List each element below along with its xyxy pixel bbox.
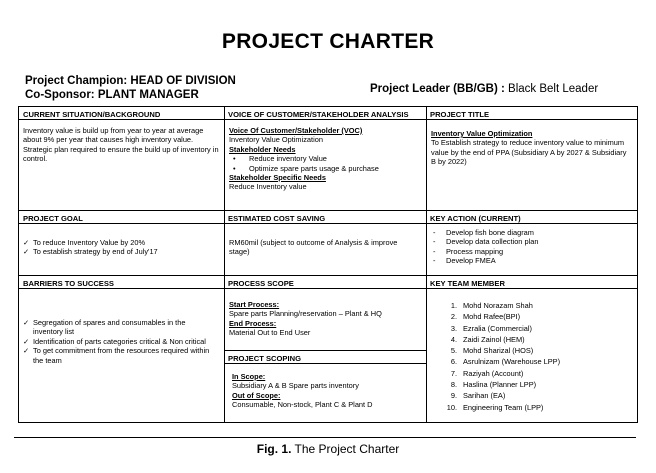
stakeholder-needs-label: Stakeholder Needs <box>229 144 296 154</box>
process-scope-header: PROCESS SCOPE <box>224 276 426 289</box>
current-situation-text: Inventory value is build up from year to year at average about 9% per year that causes high inventory value. Strategic plan required to ensure the build up of inventory in control. <box>23 126 219 164</box>
dash-icon: - <box>433 237 436 247</box>
bullet-icon: • <box>233 154 236 164</box>
barriers-header: BARRIERS TO SUCCESS <box>19 276 224 289</box>
voc-content <box>229 126 423 192</box>
project-leader-label: Project Leader (BB/GB) : <box>370 83 505 95</box>
list-item: • Reduce inventory Value <box>233 154 327 164</box>
list-item: - Develop FMEA <box>433 256 496 266</box>
project-scoping-content <box>232 372 424 410</box>
figure-caption <box>0 442 656 456</box>
check-icon: ✓ <box>23 238 30 247</box>
voc-header: VOICE OF CUSTOMER/STAKEHOLDER ANALYSIS <box>224 107 426 120</box>
project-title-label: Inventory Value Optimization <box>431 129 533 138</box>
list-item: ✓ Identification of parts categories critical & Non critical <box>23 336 206 346</box>
list-item: 2. Mohd Rafee(BPI) <box>450 312 521 322</box>
list-item: ✓ Segregation of spares and consumables in the inventory list <box>23 318 186 337</box>
start-process-label: Start Process: <box>229 300 280 309</box>
project-goal-list <box>23 238 219 257</box>
project-champion: Project Champion: HEAD OF DIVISION <box>25 75 236 87</box>
champion-block <box>25 74 236 102</box>
voc-label: Voice Of Customer/Stakeholder (VOC) <box>229 126 363 135</box>
list-item: • Optimize spare parts usage & purchase <box>233 163 379 173</box>
dash-icon: - <box>433 228 436 237</box>
cost-saving-header: ESTIMATED COST SAVING <box>224 211 426 224</box>
process-scope-content <box>229 300 424 338</box>
list-item: 7. Raziyah (Account) <box>450 368 524 378</box>
project-goal-header: PROJECT GOAL <box>19 211 224 224</box>
key-action-list <box>433 228 629 266</box>
team-header: KEY TEAM MEMBER <box>426 276 637 289</box>
list-item: 10. Engineering Team (LPP) <box>446 402 544 412</box>
list-item: 9. Sarihan (EA) <box>450 391 506 401</box>
out-scope-text: Consumable, Non-stock, Plant C & Plant D <box>232 400 373 410</box>
dash-icon: - <box>433 256 436 266</box>
project-title-text: To Establish strategy to reduce inventory value to minimum value by the end of PPA (Subsidiary A by 2027 & Subsidiary B by 2022) <box>431 138 627 167</box>
project-leader <box>370 82 598 96</box>
bullet-icon: • <box>233 163 236 173</box>
barriers-list <box>23 318 213 365</box>
list-item: 1. Mohd Norazam Shah <box>450 301 533 310</box>
stakeholder-specific-label: Stakeholder Specific Needs <box>229 173 326 183</box>
team-list <box>435 300 631 413</box>
key-action-header: KEY ACTION (CURRENT) <box>426 211 637 224</box>
list-item: - Process mapping <box>433 246 504 256</box>
stakeholder-needs-list <box>229 154 423 173</box>
cost-saving-text: RM60mil (subject to outcome of Analysis & improve stage) <box>229 238 398 257</box>
figure-caption-text: The Project Charter <box>294 442 400 456</box>
list-item: ✓ To establish strategy by end of July'17 <box>23 247 158 257</box>
in-scope-label: In Scope: <box>232 372 266 381</box>
list-item: 6. Asrulnizam (Warehouse LPP) <box>450 357 561 367</box>
charter-table <box>18 106 638 423</box>
end-process-text: Material Out to End User <box>229 328 311 338</box>
list-item: ✓ To reduce Inventory Value by 20% <box>23 238 146 247</box>
check-icon: ✓ <box>23 247 30 257</box>
project-title-header: PROJECT TITLE <box>426 107 637 120</box>
figure-caption-label: Fig. 1. <box>256 442 292 456</box>
dash-icon: - <box>433 246 436 256</box>
check-icon: ✓ <box>23 336 30 346</box>
voc-text: Inventory Value Optimization <box>229 135 323 145</box>
column-divider-2 <box>426 107 427 422</box>
caption-rule <box>14 437 636 438</box>
current-situation-header: CURRENT SITUATION/BACKGROUND <box>19 107 224 120</box>
list-item: 8. Haslina (Planner LPP) <box>450 380 537 390</box>
column-divider-1 <box>224 107 225 422</box>
start-process-text: Spare parts Planning/reservation – Plant & HQ <box>229 309 382 319</box>
list-item: 4. Zaidi Zainol (HEM) <box>450 334 525 344</box>
list-item: ✓ To get commitment from the resources required within the team <box>23 346 210 365</box>
list-item: 5. Mohd Sharizal (HOS) <box>450 346 534 356</box>
check-icon: ✓ <box>23 346 30 356</box>
list-item: - Develop data collection plan <box>433 237 539 247</box>
project-leader-value: Black Belt Leader <box>508 83 599 95</box>
list-item: 3. Ezralia (Commercial) <box>450 323 532 333</box>
stakeholder-specific-text: Reduce Inventory value <box>229 182 307 192</box>
list-item: - Develop fish bone diagram <box>433 228 534 237</box>
project-title-content <box>431 129 631 167</box>
co-sponsor: Co-Sponsor: PLANT MANAGER <box>25 89 199 101</box>
check-icon: ✓ <box>23 318 30 327</box>
end-process-label: End Process: <box>229 318 277 328</box>
page-title: PROJECT CHARTER <box>221 30 435 53</box>
project-scoping-header: PROJECT SCOPING <box>224 351 426 364</box>
out-scope-label: Out of Scope: <box>232 390 281 400</box>
in-scope-text: Subsidiary A & B Spare parts inventory <box>232 381 359 391</box>
